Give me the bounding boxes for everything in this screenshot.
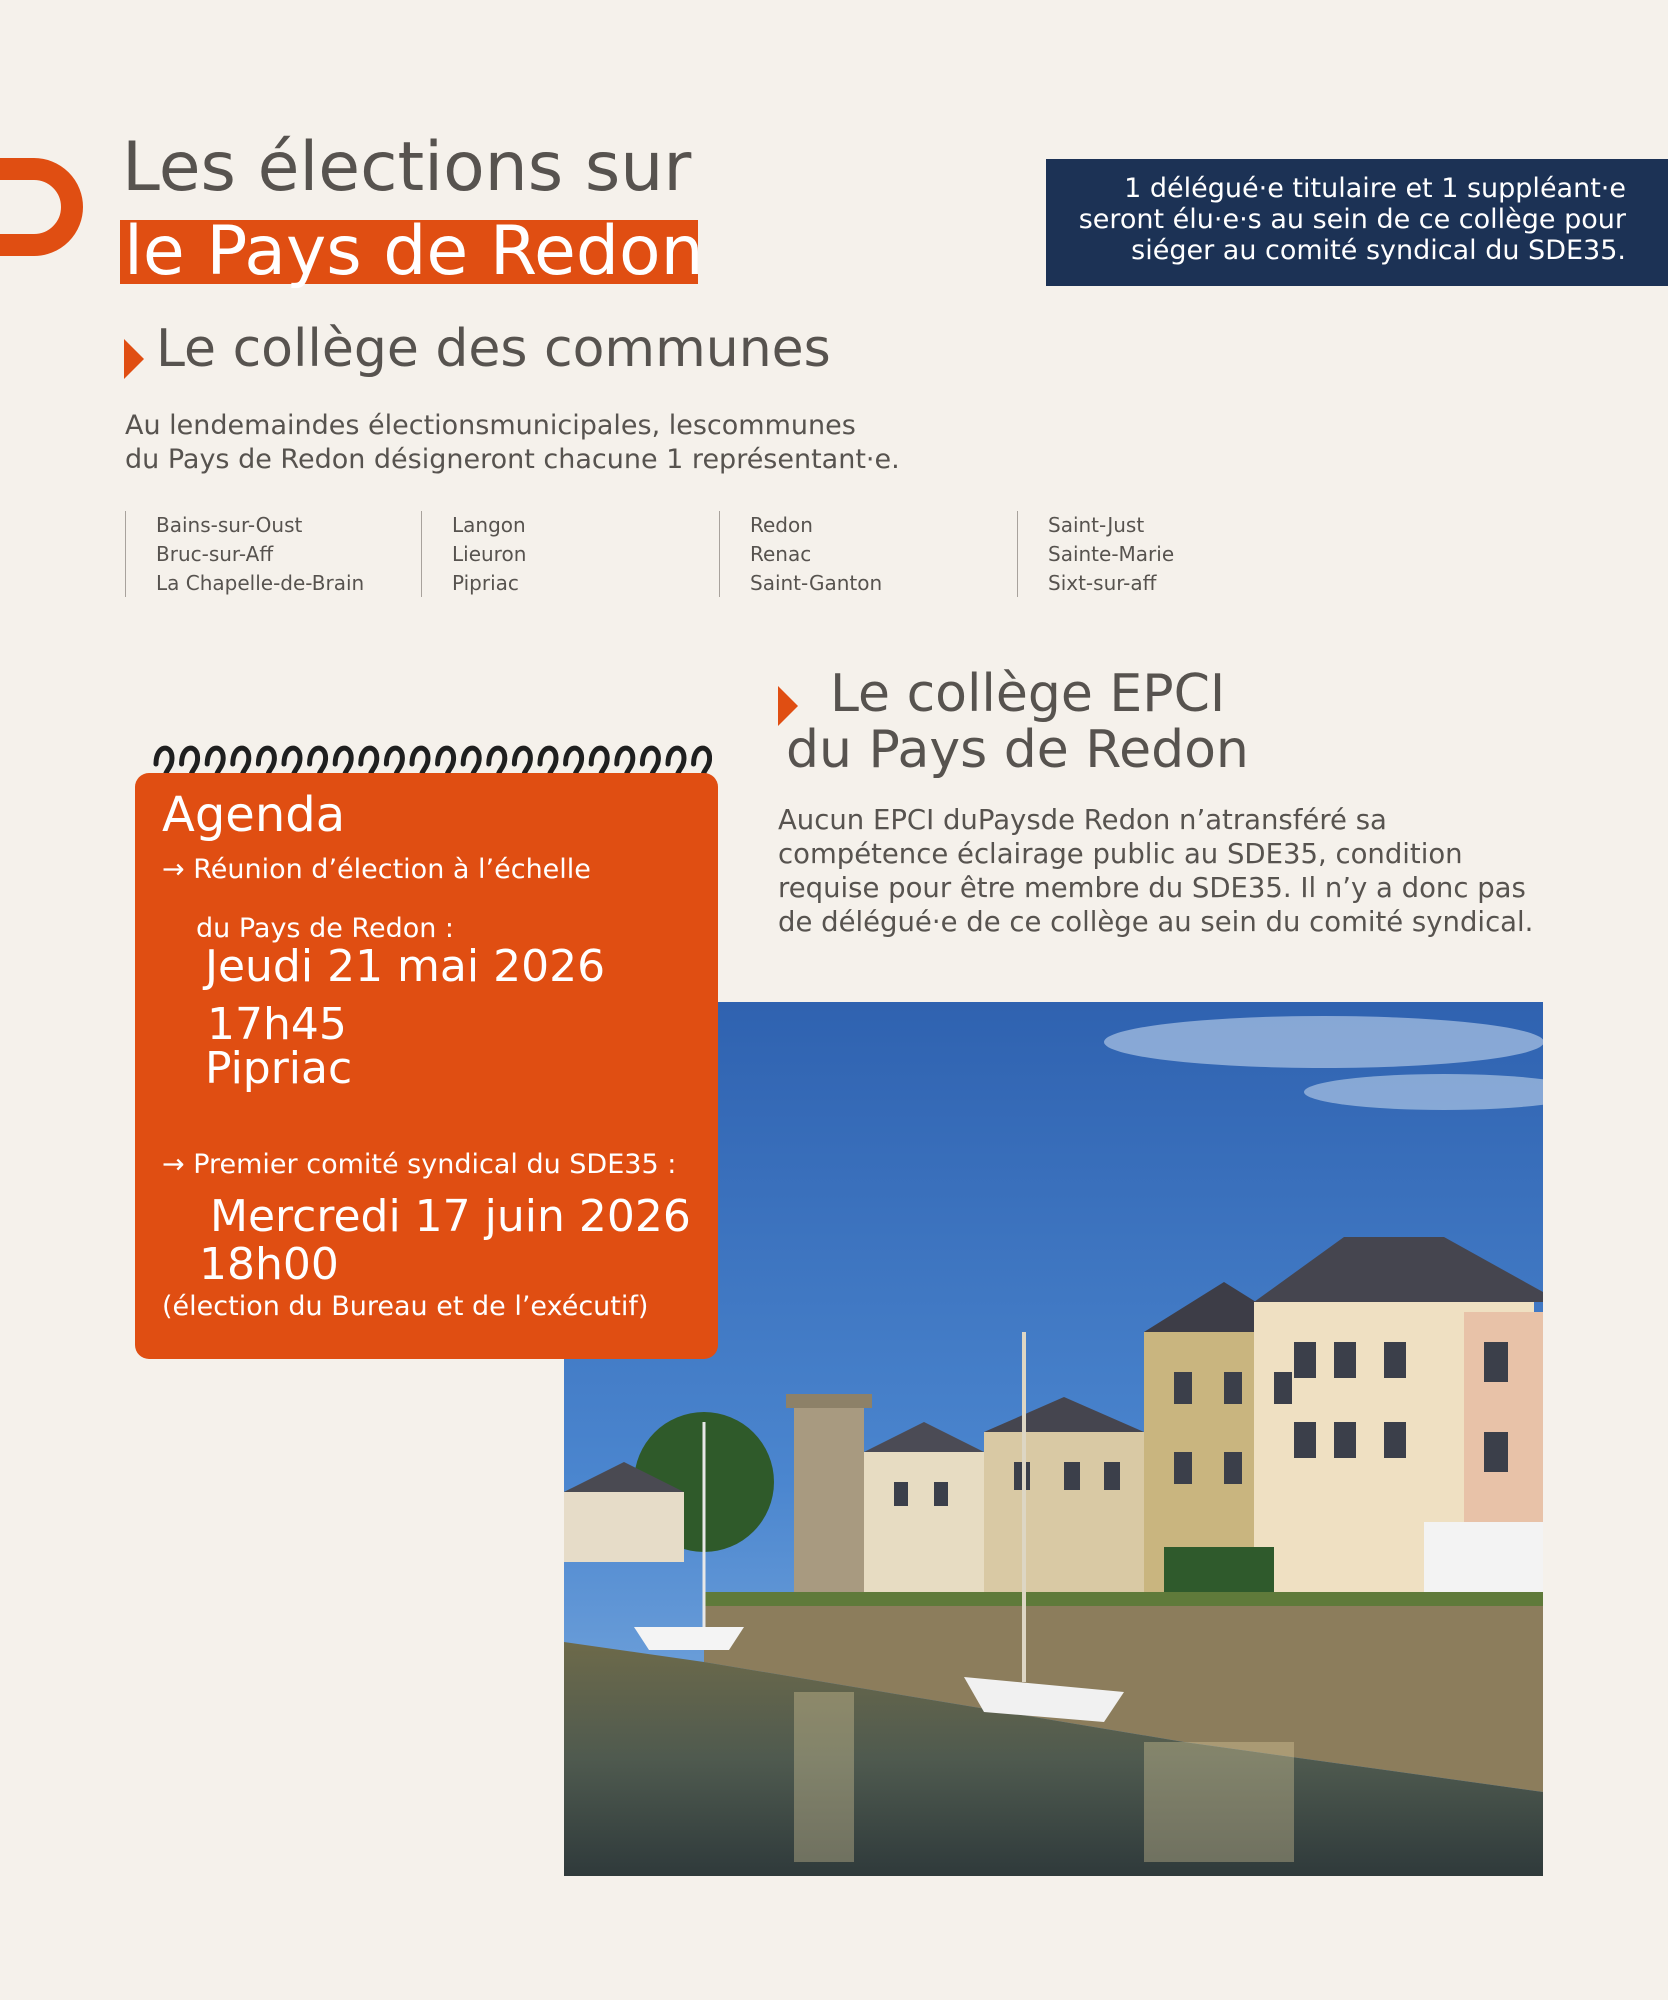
commune-name: Pipriac [452, 571, 519, 595]
commune-name: Bains-sur-Oust [156, 513, 303, 537]
commune-column [421, 511, 526, 597]
triangle-bullet-icon [124, 339, 144, 379]
heading-line: Le collège EPCI [830, 664, 1226, 724]
commune-name: Bruc-sur-Aff [156, 542, 274, 566]
commune-name: Sainte-Marie [1048, 542, 1175, 566]
paragraph-line: compétence éclairage public au SDE35, condition [778, 838, 1463, 870]
commune-name: Saint-Just [1048, 513, 1145, 537]
info-box-line: siéger au comité syndical du SDE35. [1131, 235, 1626, 266]
commune-column [719, 511, 882, 597]
paragraph-line: requise pour être membre du SDE35. Il n’y a donc pas [778, 872, 1526, 904]
page-title-line2-highlight: le Pays de Redon [120, 220, 698, 284]
commune-column [125, 511, 364, 597]
epci-paragraph [778, 803, 1558, 939]
info-box [1046, 159, 1668, 286]
commune-name: Saint-Ganton [750, 571, 883, 595]
agenda-card [135, 773, 718, 1359]
page-title-line1: Les élections sur [122, 128, 692, 207]
commune-name: Lieuron [452, 542, 527, 566]
agenda-title: Agenda [162, 787, 346, 843]
info-box-line: 1 délégué·e titulaire et 1 suppléant·e [1124, 173, 1626, 204]
agenda-item1-date: Jeudi 21 mai 2026 [205, 941, 606, 992]
agenda-item1-label-cont: du Pays de Redon : [196, 913, 455, 944]
heading-line: du Pays de Redon [786, 720, 1249, 780]
commune-name: La Chapelle-de-Brain [156, 571, 365, 595]
paragraph-line: de délégué·e de ce collège au sein du comité syndical. [778, 906, 1534, 938]
info-box-line: seront élu·e·s au sein de ce collège pour [1078, 204, 1626, 235]
agenda-item2-date: Mercredi 17 juin 2026 [210, 1191, 691, 1242]
paragraph-line: Aucun EPCI duPaysde Redon n’atransféré sa [778, 804, 1387, 836]
agenda-item2-time: 18h00 [199, 1239, 339, 1290]
agenda-item2-note: (élection du Bureau et de l’exécutif) [162, 1291, 649, 1322]
paragraph-line: Au lendemaindes électionsmunicipales, lescommunes [125, 410, 856, 441]
commune-name: Langon [452, 513, 526, 537]
agenda-item1-place: Pipriac [205, 1043, 353, 1094]
agenda-item1-label: → Réunion d’élection à l’échelle [162, 854, 591, 885]
commune-column [1017, 511, 1174, 597]
commune-name: Sixt-sur-aff [1048, 571, 1157, 595]
d-logo-mark [0, 155, 88, 259]
commune-name: Renac [750, 542, 812, 566]
agenda-item2-label: → Premier comité syndical du SDE35 : [162, 1149, 677, 1180]
commune-name: Redon [750, 513, 813, 537]
section-heading-communes: Le collège des communes [156, 319, 831, 379]
paragraph-line: du Pays de Redon désigneront chacune 1 représentant·e. [125, 444, 900, 475]
agenda-item1-time: 17h45 [207, 999, 347, 1050]
communes-paragraph [125, 409, 945, 477]
section-heading-epci [786, 666, 1249, 778]
